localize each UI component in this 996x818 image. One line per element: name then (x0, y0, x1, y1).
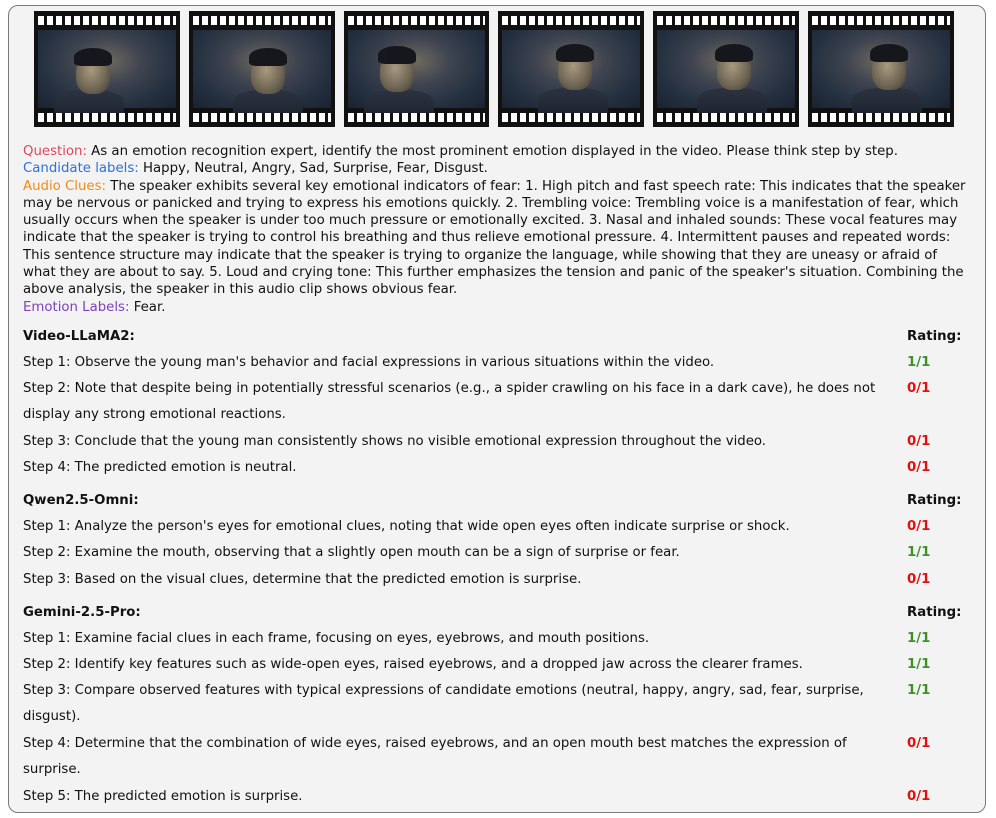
emotion-line (23, 299, 973, 316)
model-name: Gemini-2.5-Pro: (23, 605, 141, 620)
film-perforations (193, 16, 331, 25)
step-row (23, 567, 971, 593)
model-header (23, 491, 971, 511)
frame-image (812, 30, 950, 108)
film-perforations (348, 16, 486, 25)
frame-image (657, 30, 795, 108)
step-text: Step 4: Determine that the combination of wide eyes, raised eyebrows, and an open mouth best matches the expression of surprise. (23, 736, 847, 778)
film-perforations (502, 113, 640, 122)
step-text: Step 2: Identify key features such as wide-open eyes, raised eyebrows, and a dropped jaw across the clearer frames. (23, 657, 803, 672)
step-rating: 0/1 (907, 519, 931, 534)
question-text: As an emotion recognition expert, identify the most prominent emotion displayed in the video. Please think step by step. (86, 144, 898, 159)
step-row (23, 455, 971, 481)
step-row (23, 731, 971, 783)
video-frame (653, 11, 799, 127)
video-frame (189, 11, 335, 127)
step-text: Step 5: The predicted emotion is surprise. (23, 789, 303, 804)
step-text: Step 4: The predicted emotion is neutral. (23, 460, 297, 475)
step-row (23, 652, 971, 678)
film-perforations (38, 113, 176, 122)
video-frame (808, 11, 954, 127)
step-text: Step 2: Note that despite being in potentially stressful scenarios (e.g., a spider crawling on his face in a dark cave), he does not display any strong emotional reactions. (23, 381, 876, 423)
model-header (23, 603, 971, 623)
frame-image (348, 30, 486, 108)
candidate-label: Candidate labels: (23, 161, 139, 177)
step-rating: 0/1 (907, 460, 931, 475)
step-text: Step 1: Observe the young man's behavior and facial expressions in various situations within the video. (23, 355, 715, 370)
step-row (23, 350, 971, 376)
film-perforations (657, 113, 795, 122)
video-frame (498, 11, 644, 127)
audio-label: Audio Clues: (23, 178, 107, 194)
film-perforations (657, 16, 795, 25)
candidate-text: Happy, Neutral, Angry, Sad, Surprise, Fear, Disgust. (138, 161, 488, 177)
film-perforations (348, 113, 486, 122)
film-perforations (812, 16, 950, 25)
model-header (23, 327, 971, 347)
step-rating: 0/1 (907, 381, 931, 396)
step-text: Step 2: Examine the mouth, observing that a slightly open mouth can be a sign of surprise or fear. (23, 545, 680, 560)
rating-title: Rating: (907, 493, 962, 508)
film-perforations (38, 16, 176, 25)
step-text: Step 3: Conclude that the young man consistently shows no visible emotional expression throughout the video. (23, 434, 767, 449)
step-row (23, 376, 971, 428)
candidate-line (23, 160, 973, 177)
step-rating: 1/1 (907, 355, 931, 370)
audio-text: The speaker exhibits several key emotional indicators of fear: 1. High pitch and fast speech rate: This indicates that the speaker may be nervous or panicked and trying to express his emotions quickly. 2. Trembling voice: Trembling voice is a manifestation of fear, which usually occurs when the speaker is under too much pressure or emotionally excited. 3. Nasal and inhaled sounds: These vocal features may indicate that the speaker is trying to control his breathing and thus relieve emotional pressure. 4. Intermittent pauses and repeated words: This sentence structure may indicate that the speaker is trying to organize the language, while showing that they are uneasy or afraid of what they are about to say. 5. Loud and crying tone: This further emphasizes the tension and panic of the speaker's situation. Combining the above analysis, the speaker in this audio clip shows obvious fear. (23, 178, 966, 298)
model-name: Qwen2.5-Omni: (23, 493, 139, 508)
step-rating: 1/1 (907, 657, 931, 672)
question-line (23, 143, 973, 160)
frame-image (502, 30, 640, 108)
step-text: Step 3: Based on the visual clues, determine that the predicted emotion is surprise. (23, 572, 582, 587)
emotion-label: Emotion Labels: (23, 299, 130, 315)
step-rating: 1/1 (907, 545, 931, 560)
step-rating: 1/1 (907, 631, 931, 646)
rating-title: Rating: (907, 329, 962, 344)
step-rating: 0/1 (907, 572, 931, 587)
film-perforations (193, 113, 331, 122)
question-label: Question: (23, 144, 87, 159)
step-row (23, 626, 971, 652)
step-row (23, 429, 971, 455)
step-rating: 0/1 (907, 434, 931, 449)
step-row (23, 514, 971, 540)
step-row (23, 784, 971, 810)
step-text: Step 1: Examine facial clues in each frame, focusing on eyes, eyebrows, and mouth positions. (23, 631, 650, 646)
context-block (23, 143, 973, 316)
model-name: Video-LLaMA2: (23, 329, 135, 344)
step-rating: 1/1 (907, 683, 931, 698)
film-perforations (502, 16, 640, 25)
video-frame (344, 11, 490, 127)
rating-title: Rating: (907, 605, 962, 620)
step-text: Step 1: Analyze the person's eyes for emotional clues, noting that wide open eyes often indicate surprise or shock. (23, 519, 790, 534)
film-perforations (812, 113, 950, 122)
step-text: Step 3: Compare observed features with typical expressions of candidate emotions (neutral, happy, angry, sad, fear, surprise, disgust). (23, 683, 864, 725)
audio-line (23, 178, 973, 299)
step-row (23, 678, 971, 730)
frame-image (193, 30, 331, 108)
emotion-text: Fear. (129, 299, 166, 315)
step-row (23, 540, 971, 566)
step-rating: 0/1 (907, 736, 931, 751)
frame-image (38, 30, 176, 108)
step-rating: 0/1 (907, 789, 931, 804)
video-frame (34, 11, 180, 127)
video-filmstrip (34, 11, 954, 127)
